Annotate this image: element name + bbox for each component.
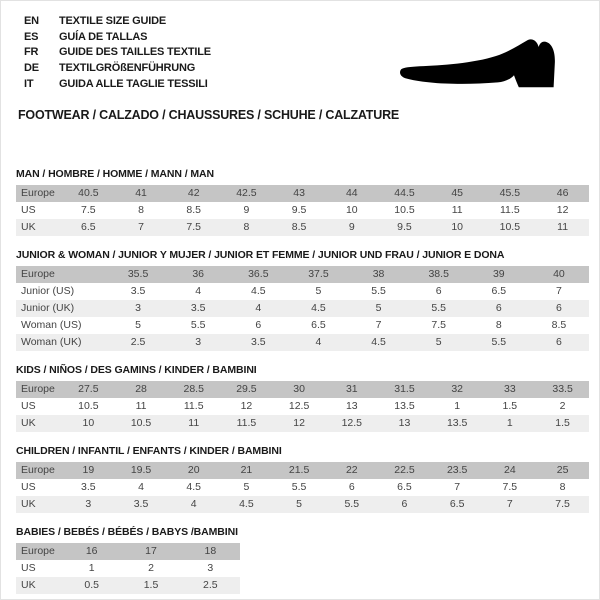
size-table-man <box>16 185 589 236</box>
size-cell: 0.5 <box>62 577 121 594</box>
section-babies <box>16 526 589 594</box>
size-cell: 1 <box>431 398 484 415</box>
size-cell: 4 <box>288 334 348 351</box>
size-cell: 4 <box>115 479 168 496</box>
size-tables <box>16 168 589 594</box>
row-label-cell: Europe <box>16 381 62 398</box>
size-cell: 6 <box>409 283 469 300</box>
size-cell: 38 <box>349 266 409 283</box>
size-cell: 44 <box>325 185 378 202</box>
language-row <box>24 30 211 46</box>
size-cell: 36 <box>168 266 228 283</box>
size-cell: 19 <box>62 462 115 479</box>
size-cell: 11.5 <box>220 415 273 432</box>
row-label-cell: US <box>16 202 62 219</box>
size-cell: 11 <box>167 415 220 432</box>
size-cell: 43 <box>273 185 326 202</box>
size-cell: 10.5 <box>115 415 168 432</box>
size-cell: 5.5 <box>273 479 326 496</box>
size-cell: 13.5 <box>431 415 484 432</box>
table-row <box>16 415 589 432</box>
size-cell: 40.5 <box>62 185 115 202</box>
size-cell: 8.5 <box>167 202 220 219</box>
size-cell: 6.5 <box>469 283 529 300</box>
size-cell: 18 <box>181 543 240 560</box>
size-cell: 13 <box>378 415 431 432</box>
section-kids <box>16 364 589 432</box>
row-label-cell: US <box>16 560 62 577</box>
size-table-junior-woman <box>16 266 589 351</box>
size-cell: 12 <box>273 415 326 432</box>
size-cell: 36.5 <box>228 266 288 283</box>
size-table-kids <box>16 381 589 432</box>
size-cell: 11 <box>431 202 484 219</box>
size-table-babies <box>16 543 240 594</box>
size-cell: 2 <box>121 560 180 577</box>
row-label-cell: Europe <box>16 266 108 283</box>
language-row <box>24 77 211 93</box>
language-label: TEXTILGRÖßENFÜHRUNG <box>59 62 196 75</box>
language-code: IT <box>24 77 34 90</box>
size-cell: 22.5 <box>378 462 431 479</box>
size-cell: 4.5 <box>349 334 409 351</box>
size-cell: 9.5 <box>378 219 431 236</box>
size-cell: 12.5 <box>273 398 326 415</box>
language-code: EN <box>24 15 39 27</box>
size-cell: 31.5 <box>378 381 431 398</box>
section-title: JUNIOR & WOMAN / JUNIOR Y MUJER / JUNIOR ET FEMME / JUNIOR UND FRAU / JUNIOR E DONA <box>16 249 505 261</box>
size-cell: 10 <box>62 415 115 432</box>
size-cell: 7 <box>349 317 409 334</box>
size-cell: 7 <box>431 479 484 496</box>
size-cell: 5 <box>273 496 326 513</box>
size-cell: 12.5 <box>325 415 378 432</box>
size-cell: 1.5 <box>484 398 537 415</box>
size-cell: 39 <box>469 266 529 283</box>
size-cell: 16 <box>62 543 121 560</box>
section-junior-woman <box>16 249 589 351</box>
section-title: MAN / HOMBRE / HOMME / MANN / MAN <box>16 168 214 180</box>
row-label-cell: Woman (UK) <box>16 334 108 351</box>
size-cell: 3 <box>62 496 115 513</box>
size-cell: 1 <box>62 560 121 577</box>
size-cell: 3 <box>168 334 228 351</box>
size-cell: 7.5 <box>484 479 537 496</box>
size-cell: 25 <box>536 462 589 479</box>
row-label-cell: Europe <box>16 543 62 560</box>
size-cell: 11 <box>536 219 589 236</box>
row-label-cell: US <box>16 479 62 496</box>
size-cell: 28.5 <box>167 381 220 398</box>
size-cell: 4.5 <box>220 496 273 513</box>
size-cell: 40 <box>529 266 589 283</box>
language-row <box>24 61 211 77</box>
size-cell: 11.5 <box>484 202 537 219</box>
language-label: GUÍA DE TALLAS <box>59 30 148 43</box>
size-cell: 41 <box>115 185 168 202</box>
size-cell: 44.5 <box>378 185 431 202</box>
table-row <box>16 300 589 317</box>
size-cell: 5 <box>220 479 273 496</box>
size-cell: 28 <box>115 381 168 398</box>
table-row <box>16 219 589 236</box>
section-title: BABIES / BEBÉS / BÉBÉS / BABYS /BAMBINI <box>16 526 238 538</box>
size-cell: 5 <box>409 334 469 351</box>
language-row <box>24 14 211 30</box>
size-cell: 6.5 <box>378 479 431 496</box>
row-label-cell: UK <box>16 496 62 513</box>
size-cell: 22 <box>325 462 378 479</box>
size-cell: 7.5 <box>536 496 589 513</box>
size-cell: 13 <box>325 398 378 415</box>
size-table-children <box>16 462 589 513</box>
language-label: GUIDA ALLE TAGLIE TESSILI <box>59 77 208 90</box>
size-cell: 4.5 <box>288 300 348 317</box>
size-cell: 1.5 <box>536 415 589 432</box>
size-cell: 5 <box>349 300 409 317</box>
row-label-cell: UK <box>16 219 62 236</box>
size-cell: 9 <box>220 202 273 219</box>
size-cell: 8.5 <box>529 317 589 334</box>
size-cell: 32 <box>431 381 484 398</box>
size-cell: 30 <box>273 381 326 398</box>
language-code: ES <box>24 30 39 43</box>
table-row <box>16 266 589 283</box>
size-cell: 42 <box>167 185 220 202</box>
size-cell: 5.5 <box>168 317 228 334</box>
table-row <box>16 334 589 351</box>
size-cell: 21 <box>220 462 273 479</box>
size-cell: 1.5 <box>121 577 180 594</box>
size-cell: 8 <box>536 479 589 496</box>
row-label-cell: Europe <box>16 462 62 479</box>
size-cell: 3.5 <box>168 300 228 317</box>
table-row <box>16 560 240 577</box>
size-cell: 7 <box>484 496 537 513</box>
table-row <box>16 398 589 415</box>
table-row <box>16 185 589 202</box>
size-cell: 6.5 <box>431 496 484 513</box>
table-row <box>16 577 240 594</box>
size-cell: 21.5 <box>273 462 326 479</box>
size-cell: 23.5 <box>431 462 484 479</box>
size-cell: 20 <box>167 462 220 479</box>
row-label-cell: US <box>16 398 62 415</box>
language-label: TEXTILE SIZE GUIDE <box>59 15 167 27</box>
size-cell: 7.5 <box>62 202 115 219</box>
size-cell: 6 <box>529 334 589 351</box>
size-cell: 3.5 <box>228 334 288 351</box>
table-row <box>16 317 589 334</box>
row-label-cell: Junior (UK) <box>16 300 108 317</box>
size-cell: 10 <box>431 219 484 236</box>
size-cell: 5 <box>108 317 168 334</box>
size-cell: 38.5 <box>409 266 469 283</box>
size-cell: 29.5 <box>220 381 273 398</box>
size-cell: 7 <box>529 283 589 300</box>
size-cell: 8 <box>115 202 168 219</box>
size-cell: 10.5 <box>484 219 537 236</box>
size-cell: 45.5 <box>484 185 537 202</box>
size-cell: 4 <box>167 496 220 513</box>
size-cell: 8 <box>220 219 273 236</box>
section-title: CHILDREN / INFANTIL / ENFANTS / KINDER / BAMBINI <box>16 445 282 457</box>
size-cell: 4.5 <box>167 479 220 496</box>
size-cell: 3 <box>108 300 168 317</box>
size-cell: 6 <box>529 300 589 317</box>
size-cell: 6 <box>228 317 288 334</box>
size-cell: 3.5 <box>62 479 115 496</box>
size-cell: 3.5 <box>115 496 168 513</box>
row-label-cell: UK <box>16 415 62 432</box>
size-cell: 13.5 <box>378 398 431 415</box>
size-cell: 45 <box>431 185 484 202</box>
size-cell: 10 <box>325 202 378 219</box>
size-cell: 11.5 <box>167 398 220 415</box>
language-code: FR <box>24 46 39 59</box>
size-cell: 9.5 <box>273 202 326 219</box>
size-cell: 6.5 <box>288 317 348 334</box>
size-cell: 19.5 <box>115 462 168 479</box>
size-cell: 12 <box>536 202 589 219</box>
size-cell: 6 <box>469 300 529 317</box>
size-cell: 5.5 <box>409 300 469 317</box>
size-cell: 6 <box>325 479 378 496</box>
size-cell: 33 <box>484 381 537 398</box>
row-label-cell: Junior (US) <box>16 283 108 300</box>
language-row <box>24 45 211 61</box>
size-cell: 8 <box>469 317 529 334</box>
size-cell: 5.5 <box>349 283 409 300</box>
size-cell: 7.5 <box>167 219 220 236</box>
size-cell: 42.5 <box>220 185 273 202</box>
size-cell: 27.5 <box>62 381 115 398</box>
row-label-cell: UK <box>16 577 62 594</box>
table-row <box>16 381 589 398</box>
size-cell: 9 <box>325 219 378 236</box>
size-cell: 4.5 <box>228 283 288 300</box>
size-cell: 5 <box>288 283 348 300</box>
row-label-cell: Europe <box>16 185 62 202</box>
size-cell: 1 <box>484 415 537 432</box>
language-list <box>24 14 211 93</box>
size-cell: 31 <box>325 381 378 398</box>
size-cell: 6.5 <box>62 219 115 236</box>
table-row <box>16 283 589 300</box>
size-cell: 17 <box>121 543 180 560</box>
row-label-cell: Woman (US) <box>16 317 108 334</box>
table-row <box>16 479 589 496</box>
size-cell: 3.5 <box>108 283 168 300</box>
size-cell: 46 <box>536 185 589 202</box>
size-cell: 5.5 <box>325 496 378 513</box>
size-cell: 35.5 <box>108 266 168 283</box>
table-row <box>16 543 240 560</box>
size-cell: 12 <box>220 398 273 415</box>
size-cell: 11 <box>115 398 168 415</box>
table-row <box>16 496 589 513</box>
size-cell: 10.5 <box>62 398 115 415</box>
size-cell: 4 <box>168 283 228 300</box>
shoe-icon <box>397 33 577 97</box>
size-cell: 4 <box>228 300 288 317</box>
size-cell: 10.5 <box>378 202 431 219</box>
size-cell: 2.5 <box>108 334 168 351</box>
size-cell: 2 <box>536 398 589 415</box>
section-title: KIDS / NIÑOS / DES GAMINS / KINDER / BAMBINI <box>16 364 257 376</box>
section-children <box>16 445 589 513</box>
size-cell: 37.5 <box>288 266 348 283</box>
size-cell: 2.5 <box>181 577 240 594</box>
category-title: FOOTWEAR / CALZADO / CHAUSSURES / SCHUHE / CALZATURE <box>18 108 400 122</box>
size-cell: 5.5 <box>469 334 529 351</box>
size-cell: 3 <box>181 560 240 577</box>
section-man <box>16 168 589 236</box>
size-cell: 6 <box>378 496 431 513</box>
size-cell: 24 <box>484 462 537 479</box>
language-label: GUIDE DES TAILLES TEXTILE <box>59 46 211 59</box>
size-cell: 33.5 <box>536 381 589 398</box>
size-cell: 7.5 <box>409 317 469 334</box>
table-row <box>16 202 589 219</box>
size-cell: 8.5 <box>273 219 326 236</box>
language-code: DE <box>24 62 39 75</box>
table-row <box>16 462 589 479</box>
size-cell: 7 <box>115 219 168 236</box>
